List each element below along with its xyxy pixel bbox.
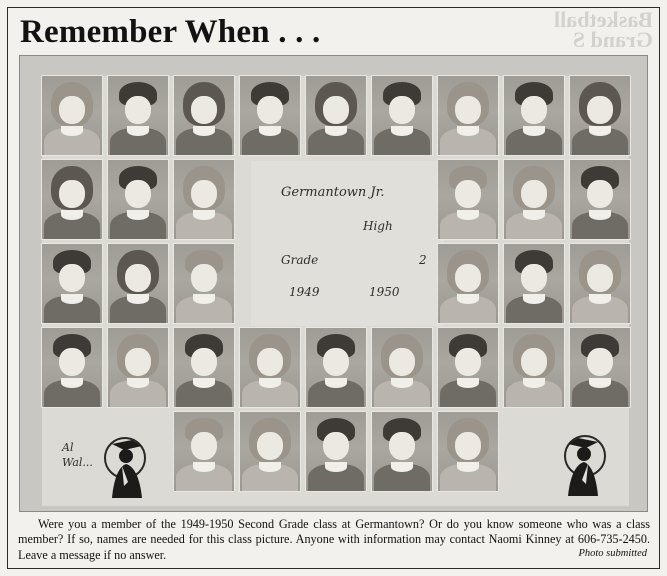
portrait-collar [127,126,149,136]
student-portrait [570,328,630,407]
graduate-mascot-icon [102,436,148,498]
portrait-collar [325,462,347,472]
portrait-collar [523,126,545,136]
portrait-face [125,348,151,376]
portrait-collar [259,126,281,136]
portrait-collar [61,210,83,220]
portrait-face [191,432,217,460]
portrait-face [587,264,613,292]
grade-number-text: 2 [419,253,427,267]
portrait-face [257,432,283,460]
portrait-collar [457,210,479,220]
portrait-collar [391,126,413,136]
portrait-collar [193,378,215,388]
portrait-face [389,348,415,376]
portrait-face [521,96,547,124]
portrait-collar [127,210,149,220]
student-portrait [504,244,564,323]
student-portrait [240,412,300,491]
graduate-mascot-icon [562,434,608,496]
portrait-collar [391,462,413,472]
student-portrait [438,412,498,491]
student-portrait [504,328,564,407]
student-portrait [42,160,102,239]
portrait-collar [193,210,215,220]
photo-caption: Were you a member of the 1949-1950 Second Grade class at Germantown? Or do you know someone who was a class member? If so, names are needed for this class picture. Anyone with information may contact Naomi Kinney at 606-735-2450. Leave a message if no answer. [18,517,650,562]
portrait-face [59,264,85,292]
portrait-collar [127,378,149,388]
student-portrait [372,328,432,407]
class-info-panel [251,161,444,326]
portrait-face [125,264,151,292]
portrait-face [389,96,415,124]
portrait-face [323,432,349,460]
portrait-collar [457,294,479,304]
portrait-face [521,348,547,376]
portrait-collar [259,378,281,388]
student-portrait [174,160,234,239]
portrait-face [455,96,481,124]
student-portrait [42,76,102,155]
portrait-collar [127,294,149,304]
portrait-face [587,348,613,376]
portrait-collar [589,210,611,220]
class-composite [42,76,629,506]
student-portrait [240,76,300,155]
article-headline: Remember When . . . [20,14,321,50]
portrait-collar [61,378,83,388]
portrait-face [587,96,613,124]
grade-label-text: Grade [281,253,319,267]
student-portrait [570,160,630,239]
portrait-face [191,264,217,292]
photographer-signature [62,440,106,492]
portrait-face [455,264,481,292]
start-year-text: 1949 [289,285,320,299]
student-portrait [570,244,630,323]
student-portrait [438,328,498,407]
student-portrait [504,76,564,155]
portrait-collar [589,126,611,136]
portrait-face [191,180,217,208]
student-portrait [504,160,564,239]
portrait-collar [193,294,215,304]
portrait-face [455,348,481,376]
portrait-face [257,96,283,124]
portrait-collar [325,378,347,388]
portrait-face [323,348,349,376]
student-portrait [108,76,168,155]
school-name-text: Germantown Jr. [281,185,385,200]
student-portrait [174,244,234,323]
portrait-collar [61,294,83,304]
portrait-collar [523,378,545,388]
student-portrait [108,160,168,239]
student-portrait [306,328,366,407]
portrait-face [59,96,85,124]
bleed-line: Basketball [553,10,653,32]
student-portrait [174,412,234,491]
student-portrait [240,328,300,407]
portrait-face [455,180,481,208]
portrait-collar [523,210,545,220]
portrait-face [125,180,151,208]
portrait-collar [523,294,545,304]
portrait-face [191,96,217,124]
bleed-line: Grand S [572,27,653,50]
student-portrait [306,76,366,155]
portrait-collar [589,378,611,388]
portrait-face [191,348,217,376]
portrait-collar [589,294,611,304]
portrait-face [455,432,481,460]
class-photo [19,55,648,512]
portrait-face [125,96,151,124]
student-portrait [438,76,498,155]
student-portrait [372,412,432,491]
portrait-collar [391,378,413,388]
portrait-collar [325,126,347,136]
student-portrait [174,328,234,407]
portrait-face [389,432,415,460]
portrait-collar [457,126,479,136]
student-portrait [438,244,498,323]
student-portrait [174,76,234,155]
student-portrait [108,328,168,407]
portrait-face [323,96,349,124]
signature-line: Wal... [62,456,93,469]
student-portrait [42,328,102,407]
student-portrait [42,244,102,323]
portrait-face [257,348,283,376]
student-portrait [108,244,168,323]
student-portrait [306,412,366,491]
student-portrait [570,76,630,155]
school-level-text: High [363,219,393,233]
portrait-face [521,264,547,292]
student-portrait [438,160,498,239]
portrait-collar [193,462,215,472]
portrait-face [59,180,85,208]
portrait-collar [457,462,479,472]
end-year-text: 1950 [369,285,400,299]
portrait-collar [259,462,281,472]
portrait-collar [61,126,83,136]
portrait-collar [193,126,215,136]
signature-line: Al [62,441,74,454]
portrait-collar [457,378,479,388]
portrait-face [59,348,85,376]
photo-credit: Photo submitted [578,548,647,559]
student-portrait [372,76,432,155]
portrait-face [587,180,613,208]
portrait-face [521,180,547,208]
